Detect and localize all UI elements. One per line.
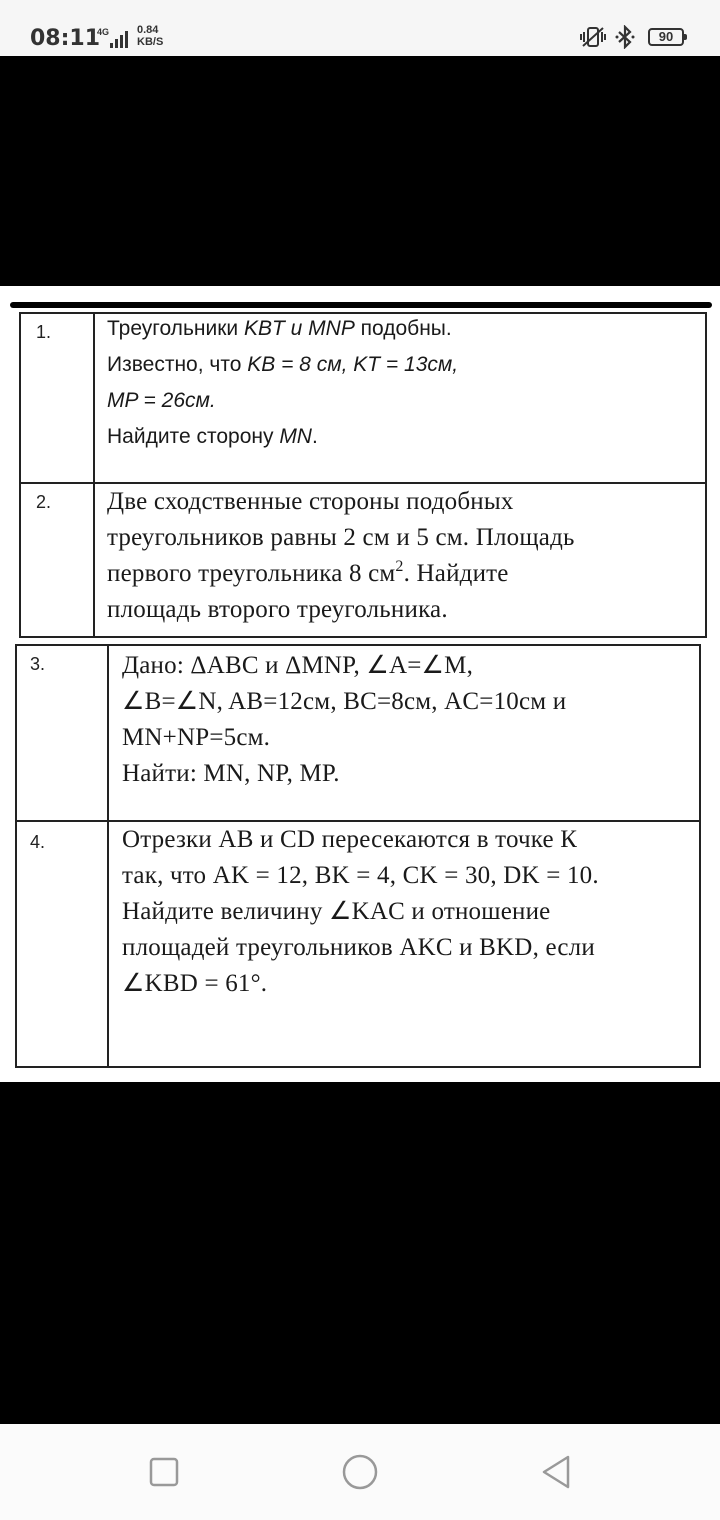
home-button[interactable] [340, 1452, 380, 1492]
task-line: Известно, что KB = 8 см, KT = 13см, [107, 353, 459, 376]
task-number: 2. [36, 492, 52, 512]
task-line: ∠KBD = 61°. [122, 970, 268, 997]
task-number: 1. [36, 322, 52, 342]
task-text [122, 822, 599, 1002]
task-line: Найдите сторону MN. [107, 425, 318, 448]
task-line: MP = 26см. [107, 389, 216, 412]
task-line: Найдите величину ∠KAC и отношение [122, 898, 551, 925]
task-line: Две сходственные стороны подобных [107, 488, 514, 515]
recents-button[interactable] [144, 1452, 184, 1492]
network-speed [137, 24, 163, 48]
worksheet-photo [0, 286, 720, 1082]
task-line: Треугольники KBT и MNP подобны. [107, 317, 452, 340]
speed-unit: KB/S [137, 36, 164, 48]
speed-value: 0.84 [137, 24, 159, 36]
status-time: 08:11 [30, 26, 101, 51]
status-bar [0, 0, 720, 56]
bluetooth-icon [614, 25, 636, 49]
task-line: площадей треугольников AKC и BKD, если [122, 934, 595, 961]
signal-icon [110, 30, 132, 48]
task-line: Найти: MN, NP, MP. [122, 760, 340, 787]
task-line: так, что AK = 12, BK = 4, CK = 30, DK = 10. [122, 862, 599, 889]
task-line: треугольников равны 2 см и 5 см. Площадь [107, 524, 575, 551]
task-line: Дано: ΔABC и ΔMNP, ∠A=∠M, [122, 652, 474, 679]
task-line: первого треугольника 8 $см^2$. Найдите [107, 558, 509, 587]
battery-icon: 90 [648, 28, 684, 46]
task-text [107, 484, 575, 628]
navigation-bar [0, 1424, 720, 1520]
vibrate-icon [580, 26, 606, 48]
task-line: ∠B=∠N, AB=12см, BC=8см, AC=10см и [122, 688, 567, 715]
task-text [107, 311, 458, 455]
task-line: MN+NP=5см. [122, 724, 271, 751]
network-type: 4G [97, 27, 110, 37]
task-text [122, 648, 566, 792]
task-line: Отрезки AB и CD пересекаются в точке К [122, 826, 578, 853]
top-border-line [10, 302, 712, 308]
task-line: площадь второго треугольника. [107, 596, 448, 623]
back-button[interactable] [536, 1452, 576, 1492]
task-number: 3. [30, 654, 46, 674]
task-number: 4. [30, 832, 46, 852]
